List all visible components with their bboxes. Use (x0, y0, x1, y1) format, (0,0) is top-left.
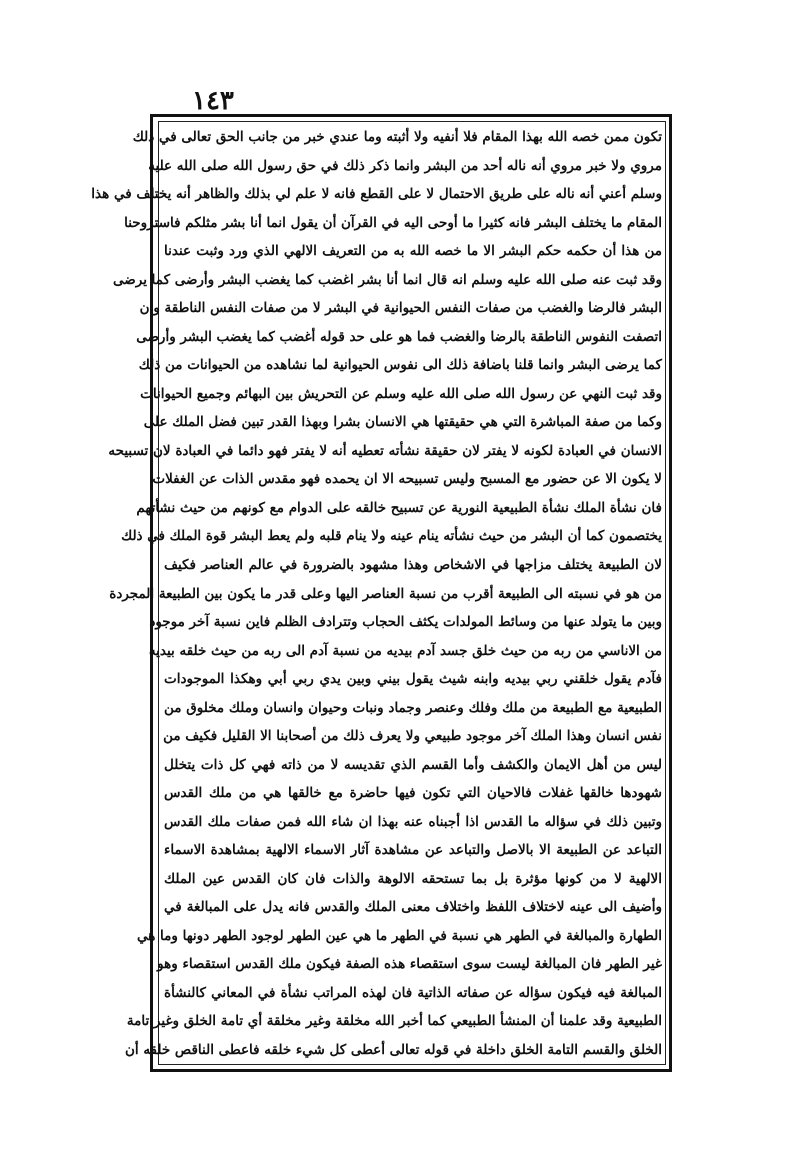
text-line: نفس انسان وهذا الملك آخر موجود طبيعي ولا يعرف ذلك من أصحابنا الا القليل فكيف من (163, 728, 662, 745)
text-line: كما يرضى البشر وانما قلنا باضافة ذلك الى نفوس الحيوانية لما نشاهده من الحيوانات من ذلك (138, 357, 662, 374)
page-number: ١٤٣ (192, 86, 234, 116)
text-line: الطبيعية وقد علمنا أن المنشأ الطبيعي كما أخبر الله مخلقة وغير مخلقة أي تامة الخلق وغير تامة (126, 1013, 662, 1030)
text-line: غير الطهر فان المبالغة ليست سوى استقصاء هذه الصفة فيكون ملك القدس استقصاء وهو (157, 956, 662, 973)
text-line: الطهارة والمبالغة في الطهر هي نسبة في الطهر ما هي عين الطهر لوجود الطهر دونها وما هي (136, 927, 662, 944)
text-line: وبين ما يتولد عنها من وسائط المولدات يكثف الحجاب وتترادف الظلم فاين نسبة آخر موجود (149, 614, 662, 631)
text-line: المقام ما يختلف البشر فانه كثيرا ما أوحى اليه في القرآن أن يقول انما أنا بشر مثلكم فاستروحنا (124, 214, 662, 231)
text-line: وقد ثبت النهي عن رسول الله صلى الله عليه وسلم عن التحريش بين البهائم وجميع الحيوانات (140, 385, 662, 402)
text-line: البشر فالرضا والغضب من صفات النفس الحيوانية في البشر لا من صفات النفس الناطقة وان (139, 300, 662, 317)
text-line: الالهية لا من كونها مؤثرة بل بما تستحقه الالوهة والذات فان كان القدس عين الملك (164, 870, 662, 887)
text-line: من هذا أن حكمه حكم البشر الا ما خصه الله به من التعريف الالهي الذي ورد وثبت عندنا (164, 243, 662, 260)
text-line: يختصمون كما أن البشر من حيث نشأته ينام عينه ولا ينام قلبه ولم يعط البشر قوة الملك في ذلك (121, 528, 662, 545)
text-line: لان الطبيعة يختلف مزاجها في الاشخاص وهذا مشهود بالضرورة في عالم العناصر فكيف (164, 556, 662, 573)
text-line: وكما من صفة المباشرة التي هي حقيقتها هي الانسان بشرا وبهذا القدر تبين فضل الملك على (143, 414, 662, 431)
text-line: ليس من أهل الايمان والكشف وأما القسم الذي تقديسه لا من ذاته فهي كل ذات يتخلل (164, 756, 662, 773)
text-line: المبالغة فيه فيكون سؤاله عن صفاته الذاتية فان لهذه المراتب نشأة في المعاني كالنشأة (164, 984, 662, 1001)
text-line: لا يكون الا عن حضور مع المسبح وليس تسبيحه الا ان يحمده فهو مقدس الذات عن الغفلات (152, 471, 662, 488)
text-line: الخلق والقسم التامة الخلق داخلة في قوله تعالى أعطى كل شيء خلقه فاعطى الناقص خلقه أن (124, 1042, 662, 1058)
text-line: وتبين ذلك في سؤاله ما القدس اذا أجبناه عنه بهذا ان شاء الله فمن صفات ملك القدس (164, 813, 662, 830)
text-line: وقد ثبت عنه صلى الله عليه وسلم انه قال انما أنا بشر اغضب كما يغضب البشر وأرضى كما يرضى (113, 271, 662, 288)
text-block (91, 126, 662, 1062)
text-line: شهودها خالقها غفلات فالاحيان التي تكون فيها حاضرة مع خالقها هي من ملك القدس (164, 785, 662, 802)
text-line: التباعد عن الطبيعة الا بالاصل والتباعد عن مشاهدة آثار الاسماء الالهية بمشاهدة الاسماء (164, 842, 662, 859)
text-line: من هو في نسبته الى الطبيعة أقرب من نسبة العناصر اليها وعلى قدر ما يكون بين الطبيعة المجردة (109, 585, 662, 602)
text-line: تكون ممن خصه الله بهذا المقام فلا أنفيه ولا أثبته وما عندي خبر من جانب الحق تعالى في ذلك (132, 129, 662, 145)
text-line: اتصفت النفوس الناطقة بالرضا والغضب فما هو على حد قوله أغضب كما يغضب البشر وأرضى (136, 328, 662, 345)
text-line: الانسان في العبادة لكونه لا يفتر لان حقيقة نشأته تعطيه أنه لا يفتر فهو دائما في العبادة لان تسبيحه (108, 442, 662, 459)
text-line: مروي ولا خبر مروي أنه ناله أحد من البشر وانما ذكر ذلك في حق رسول الله صلى الله عليه (148, 157, 662, 174)
text-line: من الاناسي من ربه من حيث خلق جسد آدم بيديه من نسبة آدم الى ربه من حيث خلقه بيديه (148, 642, 662, 659)
text-line: وسلم أعني أنه ناله على طريق الاحتمال لا على القطع فانه لا علم لي بذلك والظاهر أنه يختلف في هذا (91, 186, 662, 203)
text-line: وأضيف الى عينه لاختلاف اللفظ واختلاف معنى الملك والقدس فانه يدل على المبالغة في (164, 899, 662, 916)
text-line: الطبيعية مع الطبيعة من ملك وفلك وعنصر وجماد ونبات وحيوان وانسان وملك مخلوق من (164, 699, 662, 716)
text-line: فان نشأة الملك نشأة الطبيعية النورية عن تسبيح خالقه على الدوام مع كونهم من حيث نشأتهم (136, 499, 662, 516)
text-line: فآدم يقول خلقني ربي بيديه وابنه شيث يقول بيني وبين يدي ربي أبي وهكذا الموجودات (164, 671, 662, 688)
